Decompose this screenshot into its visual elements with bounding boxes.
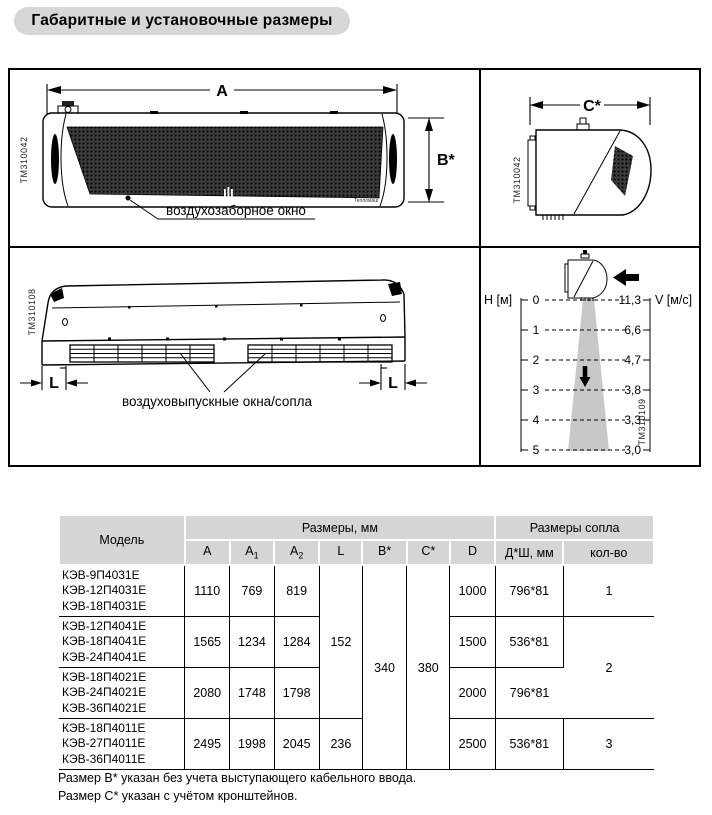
- intake-callout-label: воздухозаборное окно: [166, 203, 306, 218]
- cell-l: 236: [319, 719, 362, 770]
- dimension-l-right: [359, 364, 427, 392]
- v-axis-label: V [м/с]: [655, 293, 693, 307]
- cell-d: 2500: [450, 719, 495, 770]
- unit-bottom-body: [42, 280, 405, 365]
- cell-d: 2000: [450, 668, 495, 719]
- col-header-a2: $A_2$: [274, 540, 319, 565]
- unit-mini-profile: [565, 250, 607, 301]
- h-tick-2: 2: [532, 353, 540, 367]
- cell-a1: 1748: [230, 668, 274, 719]
- col-group-nozzle: Размеры сопла: [495, 515, 654, 540]
- cell-a1: 1998: [230, 719, 274, 770]
- cell-l-merged: 152: [319, 565, 362, 719]
- cell-a2: 1284: [274, 617, 319, 668]
- bottom-teeth: [543, 215, 563, 220]
- note-c: Размер C* указан с учётом кронштейнов.: [58, 789, 298, 803]
- dim-b-label: B*: [437, 152, 455, 169]
- col-header-b: B*: [362, 540, 406, 565]
- v-tick-3: 3,8: [624, 383, 641, 397]
- cell-d: 1500: [450, 617, 495, 668]
- col-header-nozzle-size: Д*Ш, мм: [495, 540, 563, 565]
- airflow-cone: [568, 299, 609, 451]
- unit-side-body: [528, 118, 651, 220]
- outlet-grille-left: [70, 345, 214, 362]
- cell-a2: 2045: [274, 719, 319, 770]
- dimension-b: [408, 118, 456, 202]
- dim-l-left-label: L: [49, 375, 59, 392]
- cell-b-merged: 340: [362, 565, 406, 770]
- cell-a1: 1234: [230, 617, 274, 668]
- dimensions-table: [58, 514, 655, 770]
- table-row-group-4: [59, 719, 654, 770]
- intake-grille: [67, 127, 383, 198]
- cell-d: 1000: [450, 565, 495, 617]
- cell-a: 2080: [185, 668, 230, 719]
- v-tick-1: 6,6: [624, 323, 641, 337]
- cell-models: КЭВ-18П4021Е КЭВ-24П4021Е КЭВ-36П4021Е: [59, 668, 185, 719]
- side-view-svg: [481, 70, 695, 246]
- col-header-c: C*: [407, 540, 450, 565]
- cell-a1: 769: [230, 565, 274, 617]
- drawing-front-view: [10, 70, 481, 248]
- v-tick-4: 3,3: [624, 413, 641, 427]
- h-tick-0: 0: [532, 293, 540, 307]
- cell-a: 1565: [185, 617, 230, 668]
- outlet-callout-label: воздуховыпускные окна/сопла: [121, 394, 313, 409]
- cell-models: КЭВ-18П4011Е КЭВ-27П4011Е КЭВ-36П4011Е: [59, 719, 185, 770]
- v-tick-0: 11,3: [618, 293, 641, 307]
- dim-l-right-label: L: [388, 375, 398, 392]
- outlet-grille-right: [248, 345, 392, 362]
- col-header-a: A: [185, 540, 230, 565]
- drawing-code-side: TM310042: [512, 156, 522, 204]
- cable-gland: [58, 101, 78, 113]
- cell-nozzle: 536*81: [495, 719, 563, 770]
- cell-a: 1110: [185, 565, 230, 617]
- front-view-svg: [10, 70, 479, 246]
- table-row-group-1: [59, 565, 654, 617]
- dimension-a: [47, 83, 397, 114]
- airflow-svg: [481, 248, 695, 461]
- cell-count: 1: [563, 565, 654, 617]
- cell-a2: 1798: [274, 668, 319, 719]
- footnotes: [58, 769, 416, 805]
- unit-front-body: [43, 101, 404, 207]
- col-group-dimensions: Размеры, мм: [185, 515, 496, 540]
- drawing-code-bottom: TM310108: [27, 288, 37, 336]
- col-header-model: Модель: [59, 515, 185, 565]
- h-axis-label: Н [м]: [484, 293, 513, 307]
- cable-gland: [577, 118, 589, 130]
- dim-c-label: C*: [583, 98, 601, 115]
- cell-nozzle: 536*81: [495, 617, 563, 668]
- cell-nozzle: 796*81: [495, 565, 563, 617]
- drawing-side-view: [481, 70, 699, 248]
- h-tick-1: 1: [532, 323, 540, 337]
- airflow-diagram: [481, 248, 699, 465]
- note-b: Размер B* указан без учета выступающего кабельного ввода.: [58, 771, 417, 785]
- v-tick-5: 3,0: [624, 443, 641, 457]
- h-tick-5: 5: [532, 443, 540, 457]
- cell-nozzle: 796*81: [495, 668, 563, 719]
- cell-a2: 819: [274, 565, 319, 617]
- col-header-nozzle-count: кол-во: [563, 540, 654, 565]
- cell-a: 2495: [185, 719, 230, 770]
- col-header-d: D: [450, 540, 495, 565]
- drawing-code-airflow: TM310109: [637, 398, 647, 446]
- h-tick-3: 3: [532, 383, 540, 397]
- cell-count: 3: [563, 719, 654, 770]
- drawing-code-front: TM310042: [19, 136, 29, 184]
- page-title: Габаритные и установочные размеры: [14, 7, 350, 35]
- col-header-a1: $A_1$: [230, 540, 274, 565]
- dim-a-label: A: [216, 83, 228, 100]
- drawing-bottom-view: [10, 248, 481, 465]
- col-header-l: L: [319, 540, 362, 565]
- cell-models: КЭВ-12П4041Е КЭВ-18П4041Е КЭВ-24П4041Е: [59, 617, 185, 668]
- dimension-c: [530, 97, 650, 125]
- v-tick-2: 4,7: [624, 353, 641, 367]
- side-grille: [611, 146, 633, 196]
- cell-c-merged: 380: [407, 565, 450, 770]
- drawings-panel: [8, 68, 701, 467]
- dimension-l-left: [20, 366, 88, 392]
- h-tick-4: 4: [532, 413, 540, 427]
- bottom-view-svg: [10, 248, 479, 461]
- brand-wordmark: Тепломаш: [354, 198, 379, 204]
- inflow-arrow-icon: [613, 269, 639, 286]
- cell-models: КЭВ-9П4031Е КЭВ-12П4031Е КЭВ-18П4031Е: [59, 565, 185, 617]
- cell-count-merged: 2: [563, 617, 654, 719]
